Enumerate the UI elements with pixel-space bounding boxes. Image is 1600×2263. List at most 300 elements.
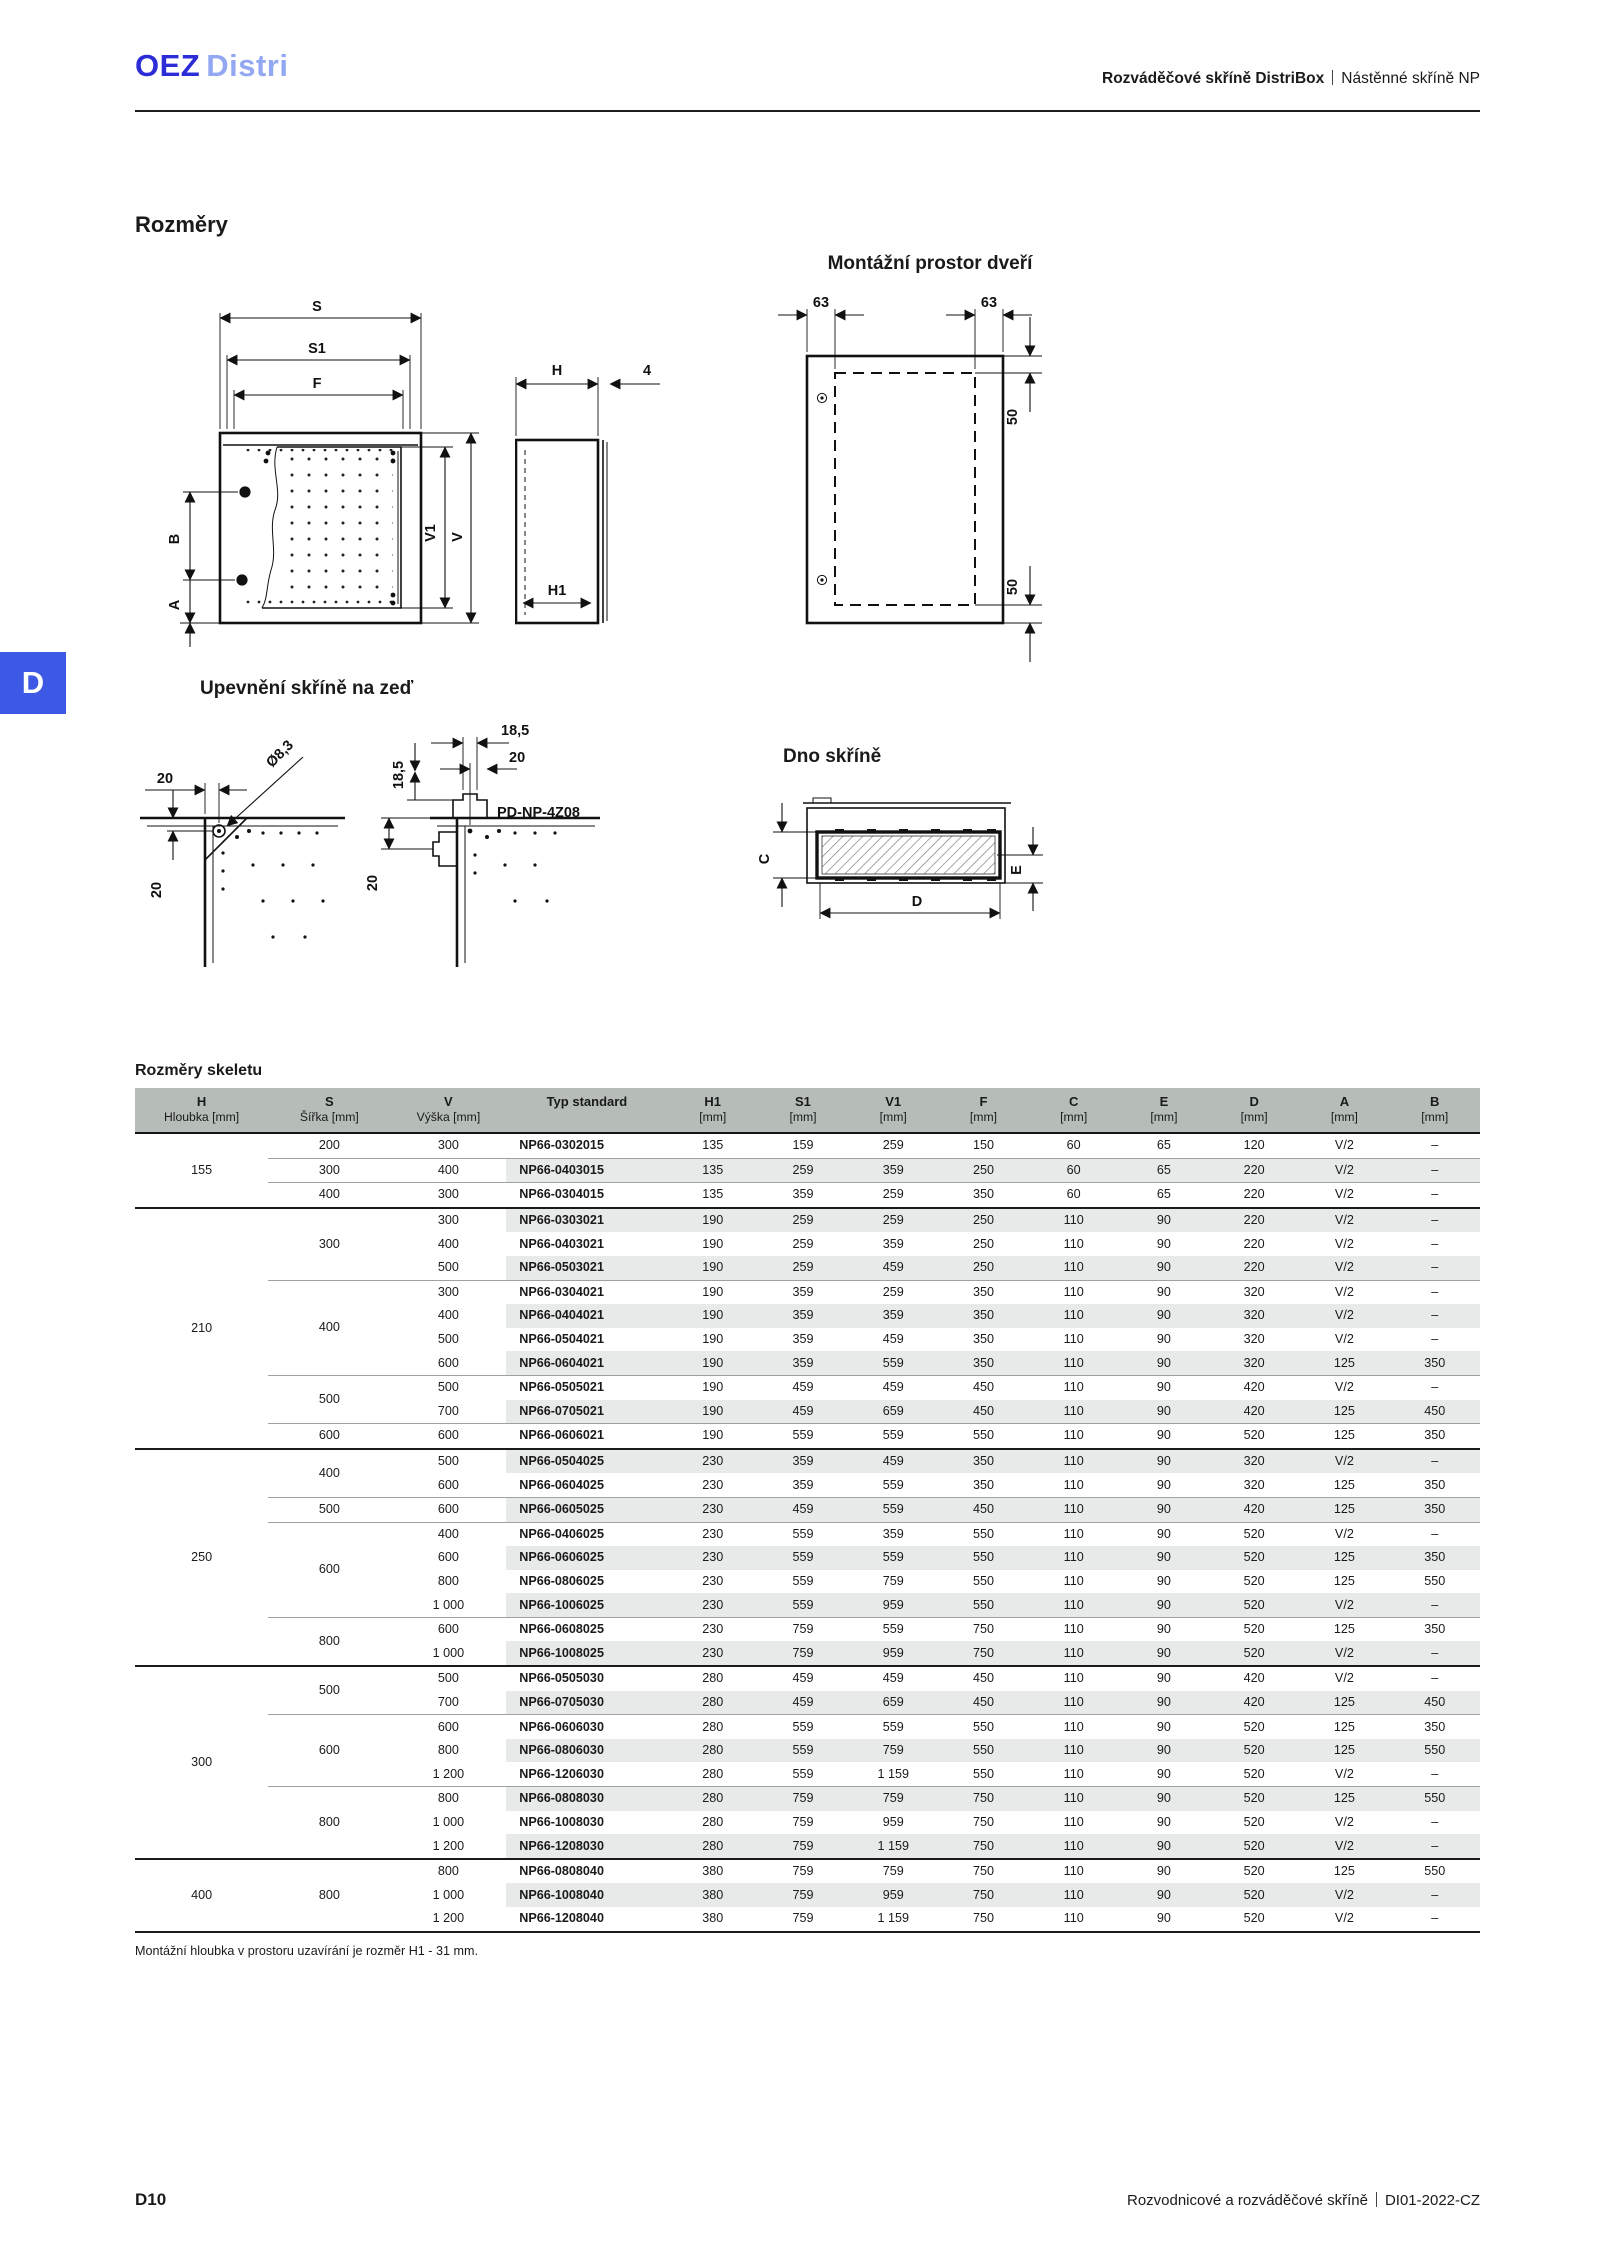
cell-value-a: V/2	[1299, 1641, 1389, 1666]
cell-value-s1: 459	[758, 1691, 848, 1715]
cell-value-s1: 359	[792, 1332, 814, 1347]
cell-value-f: 450	[938, 1691, 1028, 1715]
cell-width: 800	[268, 1617, 390, 1666]
cell-value-f: 450	[938, 1497, 1028, 1522]
cell-value-d: 520	[1209, 1907, 1299, 1932]
cell-type-code: NP66-0504025	[506, 1449, 667, 1474]
table-row	[135, 1158, 1480, 1183]
cell-value-v1: 559	[882, 1622, 904, 1637]
table-row	[135, 1497, 1480, 1522]
cell-value-b: –	[1390, 1208, 1481, 1233]
cell-value-e: 90	[1119, 1546, 1209, 1570]
cell-value-d: 420	[1209, 1400, 1299, 1424]
cell-height: 600	[437, 1550, 459, 1565]
cell-value-f: 350	[972, 1284, 994, 1299]
cell-value-c: 110	[1029, 1304, 1119, 1328]
cell-value-s1: 759	[758, 1787, 848, 1811]
cell-value-e: 65	[1119, 1133, 1209, 1158]
chapter-tab-label: D	[21, 665, 45, 700]
cell-value-e: 90	[1119, 1593, 1209, 1617]
cell-value-s1: 759	[758, 1907, 848, 1932]
cell-value-c: 110	[1029, 1883, 1119, 1907]
cell-value-h1: 190	[668, 1304, 758, 1328]
cell-value-b: 350	[1390, 1546, 1481, 1570]
cell-type-code: NP66-1206030	[506, 1762, 667, 1786]
cell-value-v1: 959	[848, 1593, 938, 1617]
cell-value-b: –	[1390, 1834, 1481, 1859]
page-title: Rozměry	[135, 212, 228, 237]
cell-value-f: 450	[972, 1380, 994, 1395]
cell-value-c: 110	[1029, 1762, 1119, 1786]
cabinet-bottom-drawing	[755, 795, 1055, 945]
cell-value-h1: 280	[702, 1671, 724, 1686]
cell-value-e: 90	[1119, 1400, 1209, 1424]
col-header-c: C [mm]	[1029, 1088, 1119, 1133]
cell-value-b: –	[1431, 1814, 1439, 1829]
cell-value-s1: 359	[758, 1449, 848, 1474]
cell-value-b: –	[1390, 1449, 1481, 1474]
table-body	[135, 1133, 1480, 1932]
cell-value-d: 220	[1209, 1208, 1299, 1233]
dim-label-s1: S1	[308, 341, 326, 357]
col-header-b: B [mm]	[1390, 1088, 1481, 1133]
dim-label-s: S	[312, 299, 322, 315]
cell-height: 1 200	[391, 1834, 507, 1859]
cell-value-c: 110	[1029, 1400, 1119, 1424]
cell-value-h1: 380	[668, 1883, 758, 1907]
table-footnote: Montážní hloubka v prostoru uzavírání je rozměr H1 - 31 mm.	[135, 1944, 478, 1958]
cell-width: 500	[268, 1497, 390, 1522]
cell-type-code: NP66-0705030	[506, 1691, 667, 1715]
footer-series: Rozvodnicové a rozváděčové skříně	[1126, 2192, 1368, 2209]
cell-value-a: V/2	[1299, 1834, 1389, 1859]
cell-value-b: –	[1390, 1762, 1481, 1786]
cell-value-v1: 459	[882, 1671, 904, 1686]
cell-value-c: 110	[1029, 1449, 1119, 1474]
cell-value-s1: 359	[758, 1304, 848, 1328]
cell-type-code: NP66-1008025	[506, 1641, 667, 1666]
cell-depth: 300	[135, 1666, 268, 1859]
cell-value-c: 110	[1029, 1497, 1119, 1522]
cell-type-code: NP66-0403021	[519, 1236, 604, 1251]
cell-value-f: 550	[972, 1719, 994, 1734]
cell-value-f: 350	[938, 1304, 1028, 1328]
cell-value-v1: 259	[848, 1133, 938, 1158]
cell-value-h1: 230	[668, 1497, 758, 1522]
cell-type-code: NP66-0808030	[506, 1787, 667, 1811]
cell-value-e: 90	[1119, 1304, 1209, 1328]
cell-value-a: V/2	[1334, 1284, 1354, 1299]
dim-label-d: D	[911, 894, 923, 910]
cell-value-c: 110	[1063, 1622, 1084, 1637]
cell-value-c: 110	[1063, 1864, 1084, 1879]
cell-height: 600	[391, 1424, 507, 1449]
cell-height: 700	[391, 1400, 507, 1424]
cell-value-e: 90	[1119, 1907, 1209, 1932]
cell-type-code: NP66-0806025	[519, 1573, 604, 1588]
cell-value-a: V/2	[1299, 1762, 1389, 1786]
dim-label-20-horizontal: 20	[156, 771, 174, 787]
cell-value-e: 65	[1119, 1183, 1209, 1208]
page-number: D10	[135, 2190, 167, 2209]
cell-value-b: –	[1390, 1907, 1481, 1932]
table-row	[135, 1133, 1480, 1158]
cell-height: 600	[391, 1473, 507, 1497]
cell-value-b: –	[1390, 1593, 1481, 1617]
cell-value-v1: 1 159	[848, 1907, 938, 1932]
cell-value-e: 90	[1156, 1864, 1171, 1879]
cell-width: 400	[268, 1183, 390, 1208]
cell-value-v1: 459	[848, 1256, 938, 1280]
cell-value-f: 750	[938, 1787, 1028, 1811]
side-view-drawing	[515, 295, 675, 675]
col-header-s1: S1 [mm]	[758, 1088, 848, 1133]
table-row	[135, 1280, 1480, 1304]
cell-type-code: NP66-0505030	[519, 1671, 604, 1686]
dim-label-63-left: 63	[812, 295, 830, 311]
cell-value-v1: 459	[882, 1332, 904, 1347]
cell-value-d: 520	[1243, 1573, 1265, 1588]
skeleton-table	[135, 1088, 1480, 1933]
bracket-part-code: PD-NP-4Z08	[497, 805, 580, 821]
cell-value-a: V/2	[1299, 1593, 1389, 1617]
cell-value-a: 125	[1299, 1497, 1389, 1522]
cell-value-e: 90	[1119, 1424, 1209, 1449]
cell-value-b: 350	[1390, 1473, 1481, 1497]
cell-value-a: 125	[1299, 1739, 1389, 1763]
cell-value-a: V/2	[1334, 1526, 1354, 1541]
cell-value-b: –	[1431, 1671, 1439, 1686]
cell-value-e: 90	[1119, 1351, 1209, 1375]
cell-value-v1: 959	[882, 1814, 904, 1829]
cell-value-d: 320	[1209, 1473, 1299, 1497]
cell-value-h1: 230	[668, 1546, 758, 1570]
table-row	[135, 1522, 1480, 1546]
cell-type-code: NP66-0503021	[506, 1256, 667, 1280]
cell-type-code: NP66-0606021	[506, 1424, 667, 1449]
dim-label-20-top: 20	[509, 750, 526, 766]
cell-value-f: 550	[972, 1526, 994, 1541]
cell-value-s1: 759	[792, 1622, 814, 1637]
cell-value-c: 110	[1029, 1691, 1119, 1715]
cell-type-code: NP66-0303021	[506, 1208, 667, 1233]
cell-value-f: 750	[938, 1834, 1028, 1859]
cell-value-b: –	[1431, 1332, 1439, 1347]
cell-value-b: 350	[1424, 1622, 1446, 1637]
cell-value-s1: 759	[758, 1834, 848, 1859]
cell-value-v1: 359	[848, 1158, 938, 1183]
cell-height: 1 000	[391, 1641, 507, 1666]
cell-value-d: 320	[1209, 1351, 1299, 1375]
cell-value-f: 250	[972, 1236, 994, 1251]
cell-value-v1: 959	[848, 1883, 938, 1907]
cell-value-d: 420	[1243, 1671, 1265, 1686]
cell-value-h1: 280	[668, 1762, 758, 1786]
dim-label-b: B	[167, 533, 183, 545]
col-header-d: D [mm]	[1209, 1088, 1299, 1133]
table-row	[135, 1787, 1480, 1811]
table-row	[135, 1375, 1480, 1399]
cell-value-d: 220	[1209, 1183, 1299, 1208]
cell-value-s1: 359	[758, 1473, 848, 1497]
footer-divider	[1376, 2192, 1377, 2207]
cell-value-b: –	[1390, 1883, 1481, 1907]
cell-value-v1: 759	[848, 1787, 938, 1811]
dim-label-c: C	[757, 853, 773, 865]
cell-value-c: 110	[1063, 1671, 1084, 1686]
cell-value-d: 520	[1243, 1864, 1265, 1879]
cell-value-f: 750	[938, 1907, 1028, 1932]
cell-value-d: 420	[1243, 1380, 1265, 1395]
cell-value-b: 350	[1390, 1424, 1481, 1449]
cell-height: 1 200	[391, 1762, 507, 1786]
table-header	[135, 1088, 1480, 1133]
cell-type-code: NP66-0304015	[506, 1183, 667, 1208]
cell-value-e: 90	[1119, 1883, 1209, 1907]
cell-value-a: V/2	[1299, 1183, 1389, 1208]
cell-value-h1: 280	[668, 1834, 758, 1859]
cell-value-a: 125	[1299, 1546, 1389, 1570]
cell-value-e: 65	[1119, 1158, 1209, 1183]
cell-value-h1: 135	[668, 1158, 758, 1183]
cell-value-s1: 759	[792, 1864, 814, 1879]
cell-value-f: 450	[972, 1671, 994, 1686]
cell-value-c: 110	[1063, 1573, 1084, 1588]
cell-value-e: 90	[1156, 1236, 1171, 1251]
col-header-v1: V1 [mm]	[848, 1088, 938, 1133]
cell-value-s1: 559	[758, 1739, 848, 1763]
cell-value-c: 110	[1063, 1236, 1084, 1251]
cell-value-d: 520	[1243, 1526, 1265, 1541]
cell-value-f: 750	[972, 1814, 994, 1829]
cell-value-s1: 259	[758, 1256, 848, 1280]
cell-value-s1: 759	[792, 1814, 814, 1829]
cell-value-d: 420	[1209, 1691, 1299, 1715]
cell-value-f: 550	[938, 1593, 1028, 1617]
cell-value-b: 550	[1424, 1573, 1446, 1588]
cell-value-v1: 259	[848, 1183, 938, 1208]
cell-value-a: V/2	[1299, 1208, 1389, 1233]
cell-value-s1: 559	[758, 1546, 848, 1570]
cell-value-a: V/2	[1334, 1380, 1354, 1395]
cell-value-a: V/2	[1299, 1158, 1389, 1183]
cell-value-v1: 659	[848, 1691, 938, 1715]
cell-value-a: V/2	[1334, 1332, 1354, 1347]
cell-height: 800	[437, 1743, 459, 1758]
cell-value-v1: 359	[882, 1236, 904, 1251]
cell-value-e: 90	[1156, 1526, 1171, 1541]
cell-value-f: 150	[938, 1133, 1028, 1158]
cell-type-code: NP66-0606025	[506, 1546, 667, 1570]
cell-value-a: 125	[1299, 1424, 1389, 1449]
cell-width: 600	[268, 1424, 390, 1449]
door-space-drawing	[770, 295, 1090, 675]
cell-value-d: 220	[1209, 1158, 1299, 1183]
cell-height: 800	[437, 1864, 459, 1879]
cell-value-h1: 380	[668, 1907, 758, 1932]
cell-value-e: 90	[1156, 1622, 1171, 1637]
cell-value-h1: 190	[668, 1208, 758, 1233]
cell-value-h1: 230	[668, 1641, 758, 1666]
cell-value-a: V/2	[1334, 1814, 1354, 1829]
cell-value-b: –	[1431, 1526, 1439, 1541]
cell-height: 400	[437, 1308, 459, 1323]
cell-value-h1: 190	[668, 1400, 758, 1424]
cell-value-e: 90	[1119, 1449, 1209, 1474]
cell-value-b: 350	[1390, 1351, 1481, 1375]
cell-width: 400	[268, 1280, 390, 1375]
col-header-e: E [mm]	[1119, 1088, 1209, 1133]
cell-value-s1: 459	[758, 1400, 848, 1424]
cell-value-f: 350	[972, 1332, 994, 1347]
col-header-f: F [mm]	[938, 1088, 1028, 1133]
dim-label-185-top: 18,5	[501, 723, 530, 739]
col-header-v: V Výška [mm]	[391, 1088, 507, 1133]
cell-value-h1: 190	[668, 1424, 758, 1449]
cell-value-v1: 1 159	[848, 1762, 938, 1786]
cell-height: 1 000	[391, 1593, 507, 1617]
cell-height: 300	[437, 1284, 459, 1299]
cell-value-f: 250	[938, 1256, 1028, 1280]
dim-label-185-side: 18,5	[391, 760, 407, 790]
cell-type-code: NP66-0404021	[506, 1304, 667, 1328]
cell-value-c: 110	[1029, 1641, 1119, 1666]
logo-oez-text: OEZ	[135, 48, 201, 83]
cell-value-d: 520	[1209, 1739, 1299, 1763]
cell-type-code: NP66-0505021	[519, 1380, 604, 1395]
table-row	[135, 1208, 1480, 1233]
cell-value-d: 220	[1209, 1256, 1299, 1280]
cell-value-s1: 759	[758, 1641, 848, 1666]
cell-value-b: –	[1390, 1133, 1481, 1158]
cell-value-e: 90	[1156, 1332, 1171, 1347]
cell-value-f: 350	[938, 1449, 1028, 1474]
cell-value-a: V/2	[1299, 1883, 1389, 1907]
cell-value-a: 125	[1299, 1473, 1389, 1497]
breadcrumb-main: Rozváděčové skříně DistriBox	[1102, 70, 1325, 87]
cell-value-v1: 559	[848, 1351, 938, 1375]
table-row	[135, 1617, 1480, 1641]
cell-width: 500	[268, 1666, 390, 1715]
cell-value-a: 125	[1333, 1864, 1355, 1879]
table-row	[135, 1715, 1480, 1739]
cell-value-v1: 459	[882, 1380, 904, 1395]
cell-value-b: 550	[1390, 1739, 1481, 1763]
cell-value-a: 125	[1299, 1691, 1389, 1715]
cell-value-c: 60	[1029, 1158, 1119, 1183]
cell-value-b: –	[1390, 1158, 1481, 1183]
cell-value-b: 550	[1424, 1864, 1446, 1879]
cell-value-e: 90	[1156, 1573, 1171, 1588]
cell-width: 600	[268, 1715, 390, 1787]
cell-value-h1: 380	[702, 1864, 724, 1879]
cell-height: 1 200	[391, 1907, 507, 1932]
cell-value-v1: 359	[882, 1526, 904, 1541]
cell-value-d: 520	[1209, 1546, 1299, 1570]
col-header-a: A [mm]	[1299, 1088, 1389, 1133]
cell-type-code: NP66-1208040	[506, 1907, 667, 1932]
cell-type-code: NP66-1008030	[519, 1814, 604, 1829]
col-header-h: H Hloubka [mm]	[135, 1088, 268, 1133]
cell-value-c: 110	[1029, 1787, 1119, 1811]
cell-value-b: 550	[1390, 1787, 1481, 1811]
cell-value-h1: 230	[702, 1573, 724, 1588]
cell-value-f: 750	[972, 1864, 994, 1879]
table-row	[135, 1859, 1480, 1884]
cell-value-c: 110	[1029, 1351, 1119, 1375]
cell-value-s1: 459	[792, 1671, 814, 1686]
cell-value-h1: 230	[702, 1526, 724, 1541]
cell-value-h1: 280	[668, 1691, 758, 1715]
cell-value-e: 90	[1156, 1671, 1171, 1686]
cell-height: 600	[391, 1497, 507, 1522]
cell-value-a: 125	[1333, 1719, 1355, 1734]
cell-type-code: NP66-0806030	[506, 1739, 667, 1763]
dim-label-v1: V1	[423, 524, 439, 542]
cell-height: 300	[391, 1133, 507, 1158]
breadcrumb-divider	[1332, 70, 1333, 85]
cell-value-d: 320	[1209, 1449, 1299, 1474]
cell-height: 800	[437, 1573, 459, 1588]
cell-value-h1: 280	[702, 1719, 724, 1734]
cell-value-d: 520	[1209, 1641, 1299, 1666]
cell-value-b: –	[1431, 1284, 1439, 1299]
table-wrapper	[135, 1088, 1480, 1933]
cell-type-code: NP66-1006025	[506, 1593, 667, 1617]
cell-value-a: 125	[1333, 1573, 1355, 1588]
cell-width: 600	[268, 1522, 390, 1617]
cell-value-e: 90	[1119, 1256, 1209, 1280]
cell-value-d: 320	[1209, 1304, 1299, 1328]
cell-value-h1: 230	[668, 1449, 758, 1474]
cell-width: 800	[268, 1787, 390, 1859]
cell-value-c: 110	[1063, 1380, 1084, 1395]
cell-value-e: 90	[1156, 1284, 1171, 1299]
cell-value-c: 110	[1063, 1814, 1084, 1829]
cell-value-d: 520	[1243, 1719, 1265, 1734]
cell-height: 500	[437, 1332, 459, 1347]
dim-label-63-right: 63	[980, 295, 998, 311]
cell-value-v1: 559	[882, 1719, 904, 1734]
cell-value-s1: 559	[792, 1573, 814, 1588]
dim-label-20-side: 20	[365, 874, 381, 892]
cell-value-c: 110	[1029, 1593, 1119, 1617]
cell-value-s1: 359	[758, 1351, 848, 1375]
cell-value-b: 350	[1390, 1497, 1481, 1522]
dim-label-a: A	[167, 599, 183, 611]
chapter-tab	[0, 652, 66, 714]
cell-height: 300	[391, 1183, 507, 1208]
cell-value-v1: 559	[848, 1546, 938, 1570]
cell-value-h1: 230	[702, 1622, 724, 1637]
cell-width: 200	[268, 1133, 390, 1158]
cell-value-h1: 230	[668, 1593, 758, 1617]
cell-value-d: 520	[1209, 1762, 1299, 1786]
cell-value-v1: 759	[882, 1573, 904, 1588]
cell-value-d: 520	[1209, 1834, 1299, 1859]
cell-value-v1: 759	[848, 1739, 938, 1763]
col-header-s: S Šířka [mm]	[268, 1088, 390, 1133]
table-title: Rozměry skeletu	[135, 1062, 263, 1079]
cell-value-a: V/2	[1299, 1449, 1389, 1474]
cell-height: 600	[391, 1351, 507, 1375]
cell-value-d: 320	[1243, 1284, 1265, 1299]
cell-height: 500	[437, 1380, 459, 1395]
cell-value-e: 90	[1119, 1473, 1209, 1497]
cell-value-v1: 559	[848, 1424, 938, 1449]
cell-height: 500	[391, 1256, 507, 1280]
cell-value-s1: 459	[758, 1497, 848, 1522]
